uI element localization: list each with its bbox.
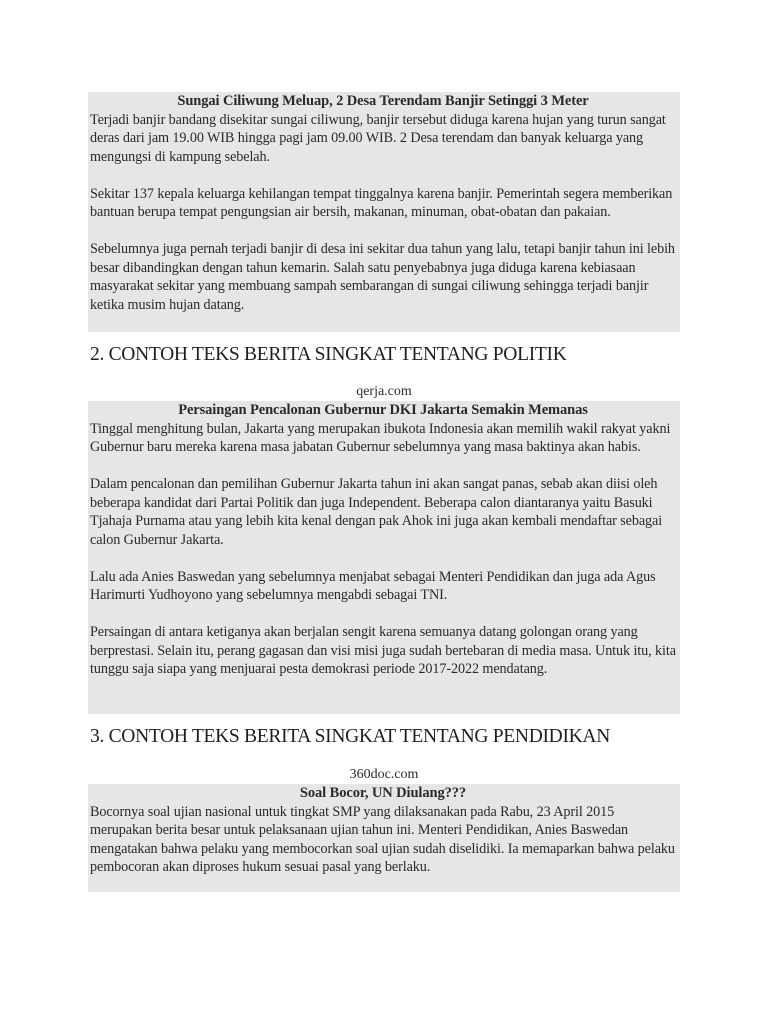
article-paragraph: Sebelumnya juga pernah terjadi banjir di desa ini sekitar dua tahun yang lalu, tetapi banjir tahun ini lebih besar dibandingkan dengan tahun kemarin. Salah satu penyebabnya juga diduga karena kebiasaan masyarakat sekitar yang membuang sampah sembarangan di sungai ciliwung sehingga terjadi banjir ketika musim hujan datang. — [90, 241, 675, 313]
article-title: Soal Bocor, UN Diulang??? — [299, 785, 467, 801]
article-paragraph: Bocornya soal ujian nasional untuk tingkat SMP yang dilaksanakan pada Rabu, 23 April 2015 merupakan berita besar untuk pelaksanaan ujian tahun ini. Menteri Pendidikan, Anies Baswedan mengatakan bahwa pelaku yang membocorkan soal ujian sudah diselidiki. Ia memaparkan bahwa pelaku pembocoran akan diproses hukum sesuai pasal yang berlaku. — [90, 803, 675, 875]
article-paragraph: Sekitar 137 kepala keluarga kehilangan tempat tinggalnya karena banjir. Pemerintah segera memberikan bantuan berupa tempat pengungsian air bersih, makanan, minuman, obat-obatan dan pakaian. — [90, 185, 673, 220]
section-heading-pendidikan: 3. CONTOH TEKS BERITA SINGKAT TENTANG PENDIDIKAN — [90, 726, 610, 747]
article-title: Sungai Ciliwung Meluap, 2 Desa Terendam Banjir Setinggi 3 Meter — [177, 93, 589, 109]
article-title: Persaingan Pencalonan Gubernur DKI Jakarta Semakin Memanas — [178, 402, 588, 418]
article-paragraph: Terjadi banjir bandang disekitar sungai ciliwung, banjir tersebut diduga karena hujan yang turun sangat deras dari jam 19.00 WIB hingga pagi jam 09.00 WIB. 2 Desa terendam dan banyak keluarga yang mengungsi di kampung sebelah. — [90, 111, 666, 165]
article-paragraph: Tinggal menghitung bulan, Jakarta yang merupakan ibukota Indonesia akan memilih wakil rakyat yakni Gubernur baru mereka karena masa jabatan Gubernur sebelumnya yang masa baktinya akan habis. — [90, 420, 671, 455]
source-label: 360doc.com — [349, 767, 419, 782]
source-label: qerja.com — [356, 384, 412, 399]
section-heading-politik: 2. CONTOH TEKS BERITA SINGKAT TENTANG POLITIK — [90, 344, 567, 365]
article-paragraph: Lalu ada Anies Baswedan yang sebelumnya menjabat sebagai Menteri Pendidikan dan juga ada Agus Harimurti Yudhoyono yang sebelumnya mengabdi sebagai TNI. — [90, 568, 656, 603]
article-box-flood — [88, 92, 680, 332]
article-paragraph: Dalam pencalonan dan pemilihan Gubernur Jakarta tahun ini akan sangat panas, sebab akan diisi oleh beberapa kandidat dari Partai Politik dan juga Independent. Beberapa calon diantaranya yaitu Basuki Tjahaja Purnama atau yang lebih kita kenal dengan pak Ahok ini juga akan kembali mendaftar sebagai calon Gubernur Jakarta. — [90, 476, 663, 548]
article-box-politics — [88, 401, 680, 714]
article-box-education — [88, 784, 680, 892]
article-paragraph: Persaingan di antara ketiganya akan berjalan sengit karena semuanya datang golongan orang yang berprestasi. Selain itu, perang gagasan dan visi misi juga sudah bertebaran di media masa. Untuk itu, kita tunggu saja siapa yang menjuarai pesta demokrasi periode 2017-2022 mendatang. — [90, 624, 676, 677]
